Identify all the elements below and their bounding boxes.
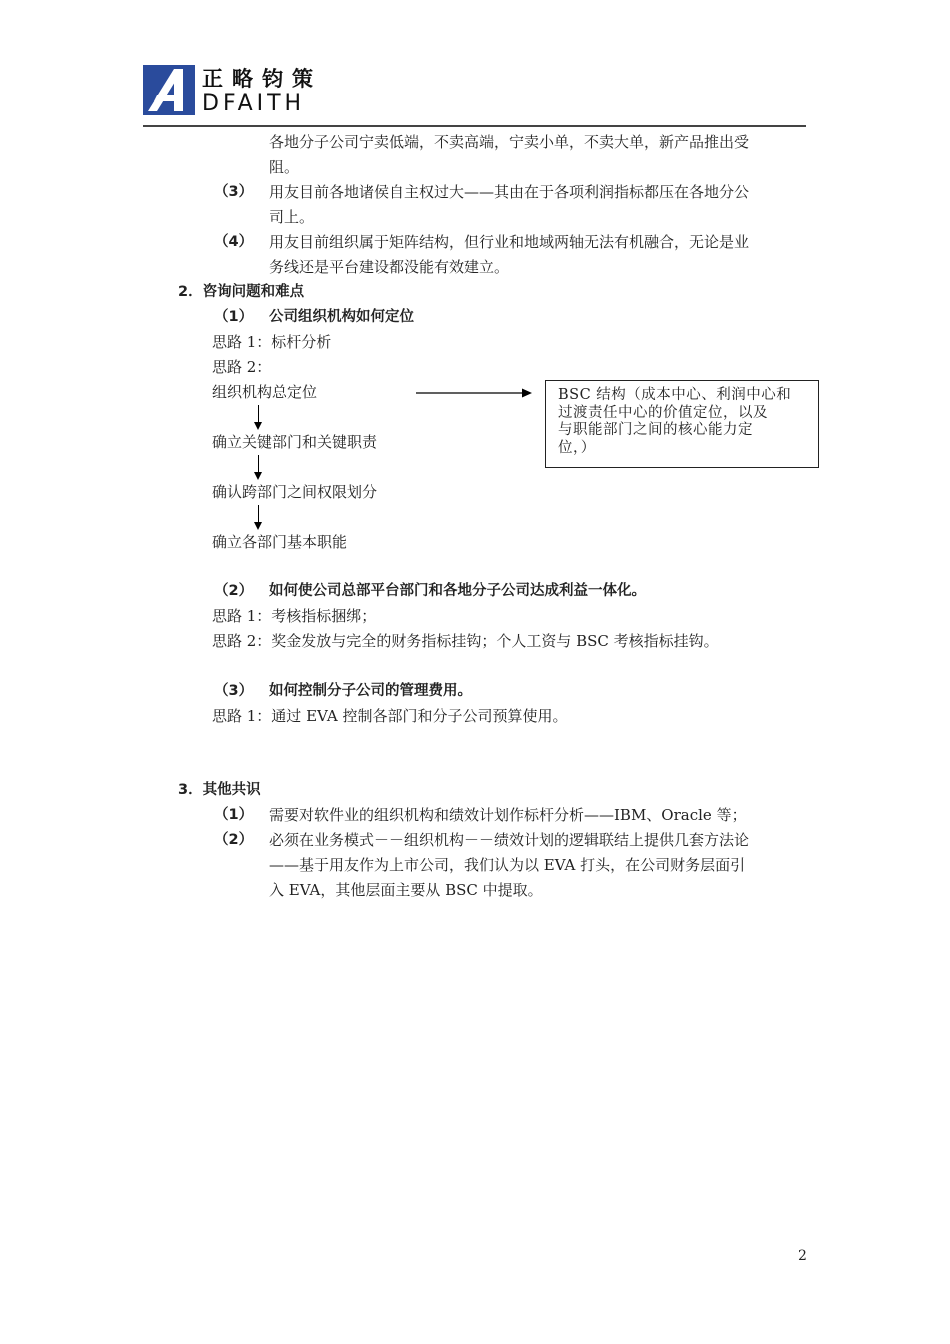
item2-continuation-line1: 各地分子公司宁卖低端，不卖高端，宁卖小单，不卖大单，新产品推出受: [269, 133, 750, 151]
s3-item1-number: （1）: [214, 807, 254, 823]
page-number: 2: [798, 1248, 807, 1264]
item4-line1: 用友目前组织属于矩阵结构，但行业和地域两轴无法有机融合，无论是业: [269, 233, 750, 251]
item2-continuation-line2: 阻。: [269, 158, 300, 176]
flow-step-3: 确认跨部门之间权限划分: [212, 483, 378, 501]
company-logo-icon: [143, 65, 195, 115]
q3-title: 如何控制分子公司的管理费用。: [269, 683, 472, 699]
logo-chinese-name: 正略钧策: [202, 67, 322, 91]
bsc-box-line1: BSC 结构（成本中心、利润中心和: [558, 387, 792, 403]
item3-number: （3）: [214, 184, 254, 200]
q3-idea1: 思路 1：通过 EVA 控制各部门和分子公司预算使用。: [212, 707, 568, 725]
flow-step-2: 确立关键部门和关键职责: [212, 433, 378, 451]
bsc-box-line3: 与职能部门之间的核心能力定: [558, 422, 753, 438]
flow-arrow-down-1: [258, 405, 259, 423]
q1-idea2: 思路 2：: [212, 358, 272, 376]
q1-idea1: 思路 1：标杆分析: [212, 333, 332, 351]
flow-step-4: 确立各部门基本职能: [212, 533, 348, 551]
q1-title: 公司组织机构如何定位: [269, 309, 414, 325]
q2-title: 如何使公司总部平台部门和各地分子公司达成利益一体化。: [269, 583, 646, 599]
section2-heading: 2．咨询问题和难点: [178, 284, 305, 300]
item3-line1: 用友目前各地诸侯自主权过大——其由在于各项利润指标都压在各地分公: [269, 183, 750, 201]
bsc-box-line2: 过渡责任中心的价值定位，以及: [558, 404, 768, 421]
item3-line2: 司上。: [269, 208, 315, 226]
flow-arrow-down-3: [258, 505, 259, 523]
bsc-box-line4: 位，）: [558, 439, 596, 456]
s3-item2-number: （2）: [214, 832, 254, 848]
item4-number: （4）: [214, 234, 254, 250]
q2-idea1: 思路 1：考核指标捆绑；: [212, 607, 377, 625]
s3-item2-line3: 入 EVA，其他层面主要从 BSC 中提取。: [269, 881, 543, 899]
flow-step-1: 组织机构总定位: [212, 383, 318, 401]
section3-heading: 3．其他共识: [178, 782, 261, 798]
q1-number: （1）: [214, 309, 254, 325]
s3-item2-line2: ——基于用友作为上市公司，我们认为以 EVA 打头，在公司财务层面引: [269, 856, 746, 874]
logo-english-name: DFAITH: [202, 91, 306, 116]
flow-arrow-down-2: [258, 455, 259, 473]
q2-idea2: 思路 2：奖金发放与完全的财务指标挂钩；个人工资与 BSC 考核指标挂钩。: [212, 632, 719, 650]
q3-number: （3）: [214, 683, 254, 699]
flow-arrow-right: [416, 387, 536, 399]
s3-item1-line1: 需要对软件业的组织机构和绩效计划作标杆分析——IBM、Oracle 等；: [269, 806, 747, 824]
q2-number: （2）: [214, 583, 254, 599]
header-rule: [143, 125, 806, 127]
bsc-structure-box: [545, 380, 819, 468]
item4-line2: 务线还是平台建设都没能有效建立。: [269, 258, 510, 276]
s3-item2-line1: 必须在业务模式－－组织机构－－绩效计划的逻辑联结上提供几套方法论: [269, 831, 750, 849]
